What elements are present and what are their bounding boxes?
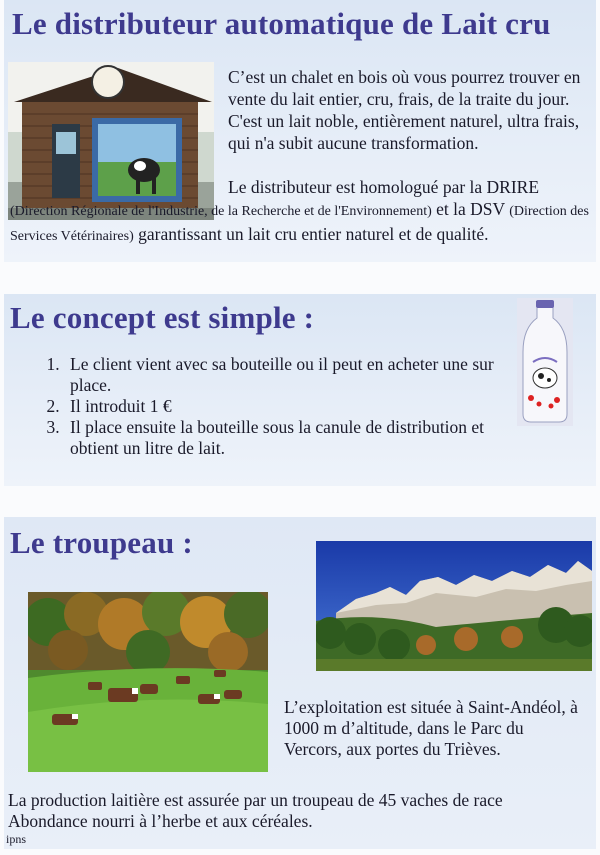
mountain-photo — [316, 541, 592, 671]
production-text: La production laitière est assurée par un troupeau de 45 vaches de race Abondance nourri à l’herbe et aux céréales. — [8, 790, 503, 831]
bottle-photo — [517, 298, 573, 426]
concept-steps — [20, 354, 524, 459]
ipns-mark: ipns — [6, 832, 27, 846]
concept-title: Le concept est simple : — [10, 300, 315, 335]
cows-field-photo — [28, 592, 268, 772]
location-text: L’exploitation est située à Saint-Andéol, à 1000 m d’altitude, dans le Parc du Vercors, aux portes du Trièves. — [284, 697, 578, 759]
homologation-text: Le distributeur est homologué par la DRIRE (Direction Régionale de l'Industrie, de la Recherche et de l'Environnement) et la DSV (Direction des Services Vétérinaires) garantissant un lait cru entier naturel et de qualité. — [10, 177, 589, 244]
concept-step: 1. Le client vient avec sa bouteille ou il peut en acheter une sur place. — [64, 354, 524, 396]
concept-step: 3. Il place ensuite la bouteille sous la canule de distribution et obtient un litre de lait. — [64, 417, 524, 459]
distributeur-title: Le distributeur automatique de Lait cru — [12, 6, 551, 41]
troupeau-title: Le troupeau : — [10, 525, 193, 560]
concept-step: 2. Il introduit 1 € — [64, 396, 524, 417]
chalet-description: C’est un chalet en bois où vous pourrez trouver en vente du lait entier, cru, frais, de la traite du jour. C'est un lait noble, entièrement naturel, ultra frais, qui n'a subit aucune transformation. — [228, 67, 581, 153]
